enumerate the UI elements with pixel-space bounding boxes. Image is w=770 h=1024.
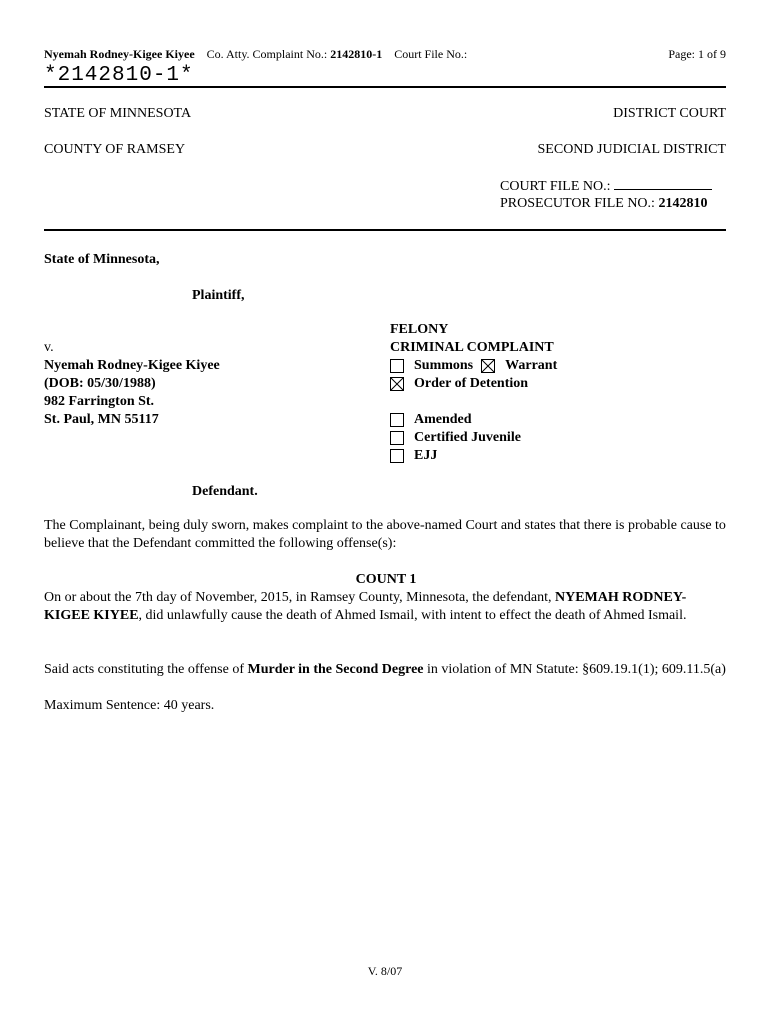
header-court-file-label: Court File No.:	[394, 47, 468, 61]
court-file-line	[500, 177, 712, 196]
summons-checkbox[interactable]	[390, 359, 404, 373]
court-name: DISTRICT COURT	[613, 106, 726, 121]
complaint-intro: The Complainant, being duly sworn, makes complaint to the above-named Court and states that there is probable cause to believe that the Defendant committed the following offense(s):	[44, 518, 726, 551]
count-title: COUNT 1	[355, 572, 417, 587]
checkbox-x-mark-icon	[482, 360, 494, 372]
summons-label: Summons	[414, 358, 474, 373]
defendant-address-city: St. Paul, MN 55117	[44, 412, 159, 427]
offense-name: Murder in the Second Degree	[247, 662, 424, 677]
header-complaint-no: 2142810-1	[330, 47, 383, 61]
certified-juvenile-label: Certified Juvenile	[414, 430, 521, 445]
court-block-rule	[44, 229, 726, 231]
count-defendant-name: NYEMAH RODNEY-KIGEE KIYEE	[44, 590, 687, 623]
offense-text-end: in violation of MN Statute: §609.19.1(1); 609.11.5(a)	[423, 662, 726, 677]
header-atty-label: Co. Atty. Complaint No.:	[206, 47, 328, 61]
count-description	[44, 589, 728, 625]
complaint-level: FELONY	[390, 322, 449, 337]
amended-label: Amended	[414, 412, 472, 427]
ejj-checkbox[interactable]	[390, 449, 404, 463]
complaint-title: CRIMINAL COMPLAINT	[390, 340, 554, 355]
certified-juvenile-row	[390, 429, 521, 447]
offense-text-start: Said acts constituting the offense of	[44, 662, 248, 677]
versus: v.	[44, 340, 54, 355]
state-name: STATE OF MINNESOTA	[44, 106, 192, 121]
ejj-row	[390, 447, 437, 465]
offense-statement	[44, 661, 728, 679]
warrant-label: Warrant	[505, 358, 558, 373]
court-file-blank	[614, 177, 712, 190]
count-text-start: On or about the 7th day of November, 2015, in Ramsey County, Minnesota, the defendant,	[44, 590, 555, 605]
warrant-checkbox[interactable]	[481, 359, 495, 373]
order-of-detention-row	[390, 375, 528, 393]
amended-row	[390, 411, 472, 429]
defendant-address-street: 982 Farrington St.	[44, 394, 155, 409]
order-of-detention-checkbox[interactable]	[390, 377, 404, 391]
max-sentence: Maximum Sentence: 40 years.	[44, 698, 215, 713]
barcode-text: *2142810-1*	[44, 64, 194, 87]
county-name: COUNTY OF RAMSEY	[44, 142, 186, 157]
checkbox-x-mark-icon	[391, 378, 403, 390]
prosecutor-file-line	[500, 195, 707, 213]
prosecutor-file-no: 2142810	[658, 196, 708, 211]
page-header	[44, 46, 726, 62]
summons-warrant-row	[390, 357, 557, 375]
defendant-role: Defendant.	[192, 484, 258, 499]
amended-checkbox[interactable]	[390, 413, 404, 427]
plaintiff-role: Plaintiff,	[192, 288, 245, 303]
plaintiff-name: State of Minnesota,	[44, 252, 160, 267]
page-number: Page: 1 of 9	[668, 47, 726, 61]
header-rule	[44, 86, 726, 88]
prosecutor-file-label: PROSECUTOR FILE NO.:	[500, 196, 655, 211]
order-of-detention-label: Order of Detention	[414, 376, 529, 391]
header-defendant-name: Nyemah Rodney-Kigee Kiyee	[44, 47, 195, 61]
judicial-district: SECOND JUDICIAL DISTRICT	[537, 142, 726, 157]
header-left	[44, 46, 467, 62]
defendant-name: Nyemah Rodney-Kigee Kiyee	[44, 358, 220, 373]
defendant-dob: (DOB: 05/30/1988)	[44, 376, 156, 391]
court-file-label: COURT FILE NO.:	[500, 179, 611, 194]
certified-juvenile-checkbox[interactable]	[390, 431, 404, 445]
ejj-label: EJJ	[414, 448, 438, 463]
form-version: V. 8/07	[367, 964, 403, 978]
count-text-end: , did unlawfully cause the death of Ahmed Ismail, with intent to effect the death of Ahmed Ismail.	[138, 608, 687, 623]
